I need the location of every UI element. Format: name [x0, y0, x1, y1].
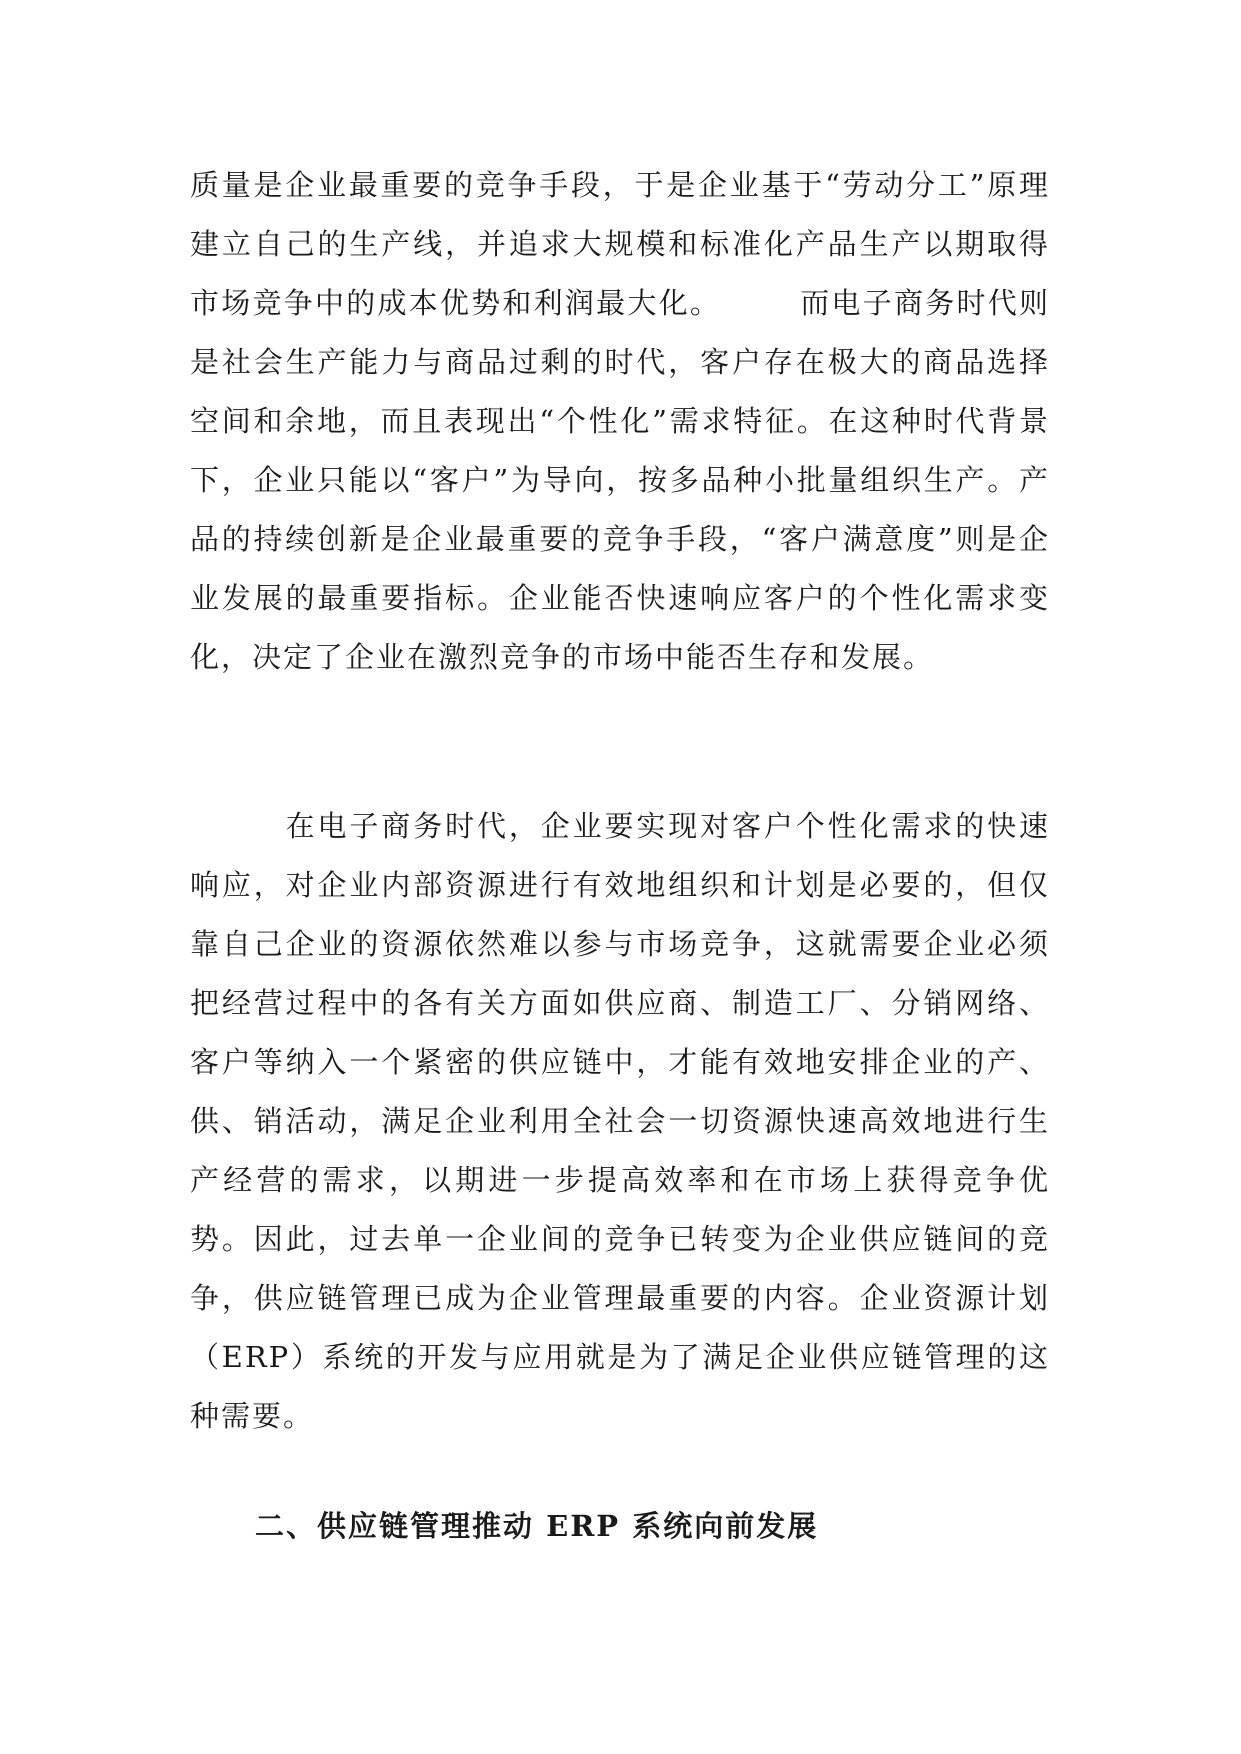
body-paragraph-1: 质量是企业最重要的竞争手段，于是企业基于“劳动分工”原理建立自己的生产线，并追求大规模和标准化产品生产以期取得市场竞争中的成本优势和利润最大化。 而电子商务时代则是社会生产能力与商品过剩的时代，客户存在极大的商品选择空间和余地，而且表现出“个性化”需求特征。在这种时代背景下，企业只能以“客户”为导向，按多品种小批量组织生产。产品的持续创新是企业最重要的竞争手段，“客户满意度”则是企业发展的最重要指标。企业能否快速响应客户的个性化需求变化，决定了企业在激烈竞争的市场中能否生存和发展。: [190, 168, 1050, 674]
section-heading: 二、供应链管理推动 ERP 系统向前发展: [255, 1509, 819, 1543]
body-paragraph-2: 在电子商务时代，企业要实现对客户个性化需求的快速响应，对企业内部资源进行有效地组织和计划是必要的，但仅靠自己企业的资源依然难以参与市场竞争，这就需要企业必须把经营过程中的各有关方面如供应商、制造工厂、分销网络、客户等纳入一个紧密的供应链中，才能有效地安排企业的产、供、销活动，满足企业利用全社会一切资源快速高效地进行生产经营的需求，以期进一步提高效率和在市场上获得竞争优势。因此，过去单一企业间的竞争已转变为企业供应链间的竞争，供应链管理已成为企业管理最重要的内容。企业资源计划（ERP）系统的开发与应用就是为了满足企业供应链管理的这种需要。: [190, 809, 1050, 1433]
